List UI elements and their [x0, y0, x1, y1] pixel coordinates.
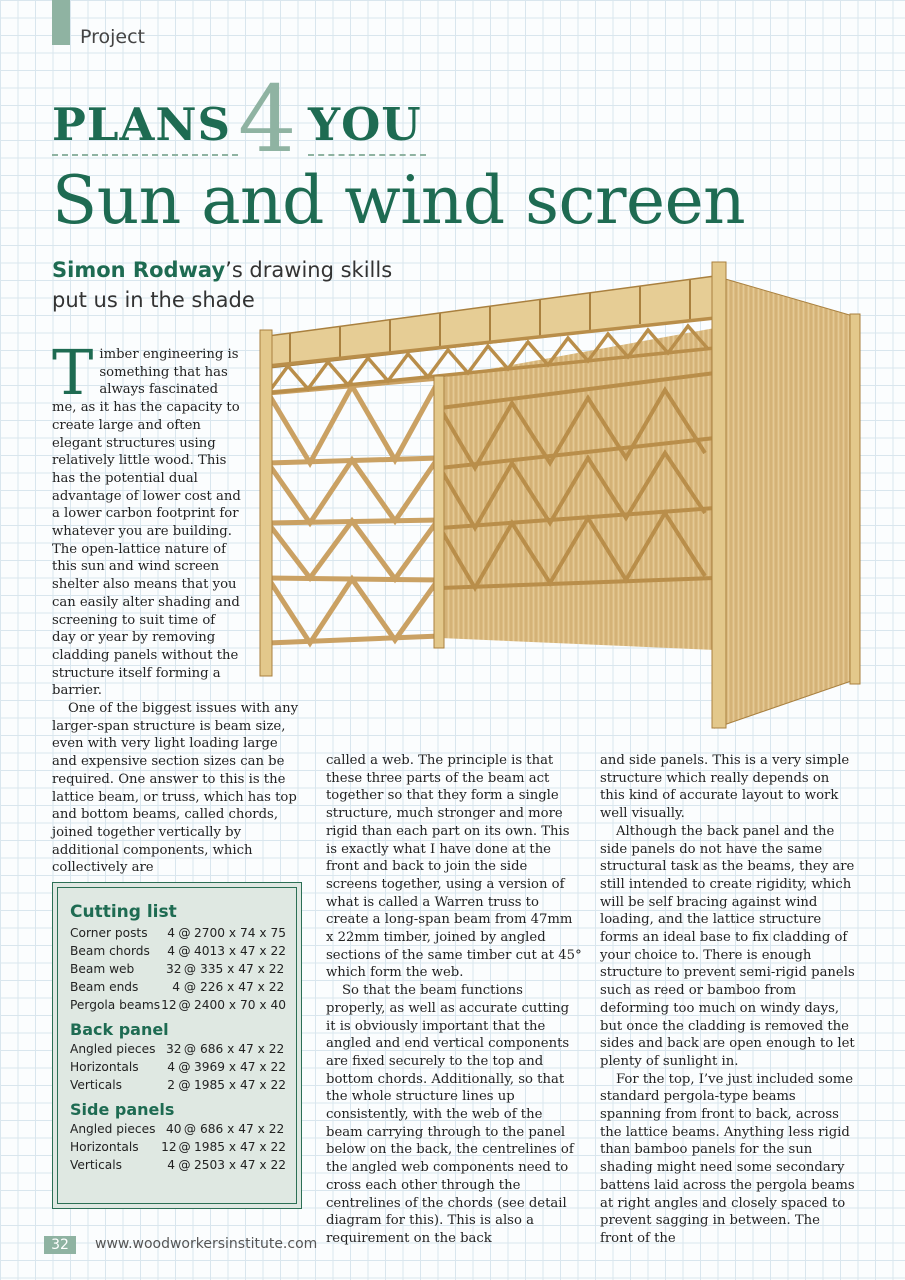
series-rule-left	[52, 154, 238, 156]
cut-size: 2400 x 70 x 40	[194, 998, 286, 1012]
cut-qty: 4	[172, 980, 180, 994]
cut-item: Angled pieces	[70, 1042, 156, 1056]
article-column-1-bottom	[52, 700, 302, 877]
cutting-list-row	[70, 1138, 286, 1156]
cut-item: Horizontals	[70, 1060, 139, 1074]
standfirst-line1: ’s drawing skills	[225, 258, 393, 282]
cut-qty: 40	[166, 1122, 182, 1136]
cutting-list-back	[70, 1040, 286, 1094]
article-paragraph-1: imber engineering is something that has always fascinated me, as it has the capacity to create large and often elegant structures using relatively little wood. This has the potential dual advantage of lower cost and a lower carbon footprint for whatever you are building. The open-lattice nature of this sun and wind screen shelter also means that you can easily alter shading and screening to suit time of day or year by removing cladding panels without the structure itself forming a barrier.	[52, 347, 241, 699]
article-paragraph-4: So that the beam functions properly, as well as accurate cutting it is obviously important that the angled and end vertical components are fixed securely to the top and bottom chords. Additionally, so that the whole structure lines up consistently, with the web of the beam carrying through to the panel below on the back, the centrelines of the angled web components need to cross each other through the centrelines of the chords (see detail diagram for this). This is also a requirement on the back	[326, 983, 574, 1246]
section-marker	[52, 0, 70, 45]
article-column-3	[600, 752, 856, 1248]
cutting-list-row	[70, 1058, 286, 1076]
cutting-list-title: Cutting list	[70, 902, 177, 922]
cutting-list-row	[70, 1040, 286, 1058]
article-column-2	[326, 752, 582, 1248]
cut-item: Verticals	[70, 1078, 122, 1092]
cut-size: 226 x 47 x 22	[200, 980, 285, 994]
cut-item: Angled pieces	[70, 1122, 156, 1136]
cut-size: 1985 x 47 x 22	[194, 1078, 286, 1092]
cut-qty: 4	[167, 944, 175, 958]
cut-at: @	[178, 944, 191, 958]
cut-item: Horizontals	[70, 1140, 139, 1154]
cut-at: @	[183, 1122, 197, 1136]
cutting-list-row	[70, 924, 286, 942]
page-number: 32	[44, 1236, 76, 1254]
cut-at: @	[178, 998, 191, 1012]
article-paragraph-3: called a web. The principle is that these three parts of the beam act together so that they form a single structure, much stronger and more rigid than each part on its own. This is exactly what I have done at the front and back to join the side screens together, using a version of what is called a Warren truss to create a long-span beam from 47mm x 22mm timber, joined by angled sections of the same timber cut at 45° which form the web.	[326, 753, 582, 981]
author-name: Simon Rodway	[52, 258, 226, 282]
footer-url: www.woodworkersinstitute.com	[95, 1236, 318, 1252]
cut-size: 686 x 47 x 22	[200, 1042, 285, 1056]
cut-item: Corner posts	[70, 926, 148, 940]
article-column-1-top	[52, 336, 242, 700]
cut-at: @	[178, 1060, 191, 1074]
cutting-list-side	[70, 1120, 286, 1174]
cut-at: @	[183, 962, 197, 976]
cut-size: 2503 x 47 x 22	[194, 1158, 286, 1172]
cut-qty: 12	[161, 1140, 177, 1154]
article-paragraph-6: Although the back panel and the side panels do not have the same structural task as the beams, they are still intended to create rigidity, which will be self bracing against wind loading, and the lattice structure forms an ideal base to fix cladding of your choice to. There is enough structure to prevent semi-rigid panels such as reed or bamboo from deforming too much on windy days, but once the cladding is removed the sides and back are open enough to let plenty of sunlight in.	[600, 823, 855, 1069]
cut-at: @	[183, 1042, 197, 1056]
cut-item: Beam ends	[70, 980, 139, 994]
cut-size: 3969 x 47 x 22	[194, 1060, 286, 1074]
cut-qty: 32	[166, 962, 182, 976]
series-rule-right	[308, 154, 426, 156]
series-number: 4	[238, 66, 297, 173]
series-word-you: YOU	[308, 98, 422, 151]
cutting-list-row	[70, 942, 286, 960]
cut-qty: 2	[167, 1078, 175, 1092]
cut-qty: 32	[166, 1042, 182, 1056]
cutting-list-row	[70, 1156, 286, 1174]
section-label: Project	[80, 26, 146, 48]
cutting-list-row	[70, 978, 286, 996]
cut-qty: 4	[167, 1060, 175, 1074]
right-side-cladding	[715, 276, 860, 728]
cut-qty: 4	[167, 926, 175, 940]
cut-qty: 4	[167, 1158, 175, 1172]
cut-at: @	[178, 1140, 191, 1154]
cutting-list-main	[70, 924, 286, 1014]
cut-at: @	[178, 926, 191, 940]
headline: Sun and wind screen	[52, 162, 746, 239]
front-left-post	[260, 330, 272, 676]
back-left-post	[434, 376, 444, 648]
cut-size: 4013 x 47 x 22	[194, 944, 286, 958]
cut-at: @	[178, 1078, 191, 1092]
standfirst-line2: put us in the shade	[52, 288, 255, 312]
cutting-list-row	[70, 1120, 286, 1138]
front-right-post	[712, 262, 726, 728]
cut-size: 2700 x 74 x 75	[194, 926, 286, 940]
back-right-post	[850, 314, 860, 684]
cut-size: 335 x 47 x 22	[200, 962, 285, 976]
drop-cap: T	[52, 336, 94, 409]
cutting-list-row	[70, 1076, 286, 1094]
series-word-plans: PLANS	[52, 98, 232, 151]
cutting-list-row	[70, 960, 286, 978]
shelter-illustration	[250, 258, 870, 730]
side-panel-lattice	[268, 378, 440, 643]
cut-at: @	[183, 980, 197, 994]
cut-at: @	[178, 1158, 191, 1172]
cut-qty: 12	[161, 998, 177, 1012]
side-panels-title: Side panels	[70, 1100, 175, 1119]
cut-item: Beam web	[70, 962, 135, 976]
back-panel-title: Back panel	[70, 1020, 169, 1039]
cutting-list-box	[52, 882, 302, 1209]
cutting-list-row	[70, 996, 286, 1014]
cut-size: 686 x 47 x 22	[200, 1122, 285, 1136]
article-paragraph-7: For the top, I’ve just included some standard pergola-type beams spanning from front to back, across the lattice beams. Anything less rigid than bamboo panels for the sun shading might need some secondary battens laid across the pergola beams at right angles and closely spaced to prevent sagging in between. The front of the	[600, 1071, 855, 1246]
article-paragraph-5: and side panels. This is a very simple structure which really depends on this kind of accurate layout to work well visually.	[600, 753, 850, 822]
cut-item: Pergola beams	[70, 998, 161, 1012]
article-paragraph-2: One of the biggest issues with any larger-span structure is beam size, even with very light loading large and expensive section sizes can be required. One answer to this is the lattice beam, or truss, which has top and bottom beams, called chords, joined together vertically by additional components, which collectively are	[52, 701, 299, 876]
cut-item: Beam chords	[70, 944, 150, 958]
cut-size: 1985 x 47 x 22	[194, 1140, 286, 1154]
cut-item: Verticals	[70, 1158, 122, 1172]
